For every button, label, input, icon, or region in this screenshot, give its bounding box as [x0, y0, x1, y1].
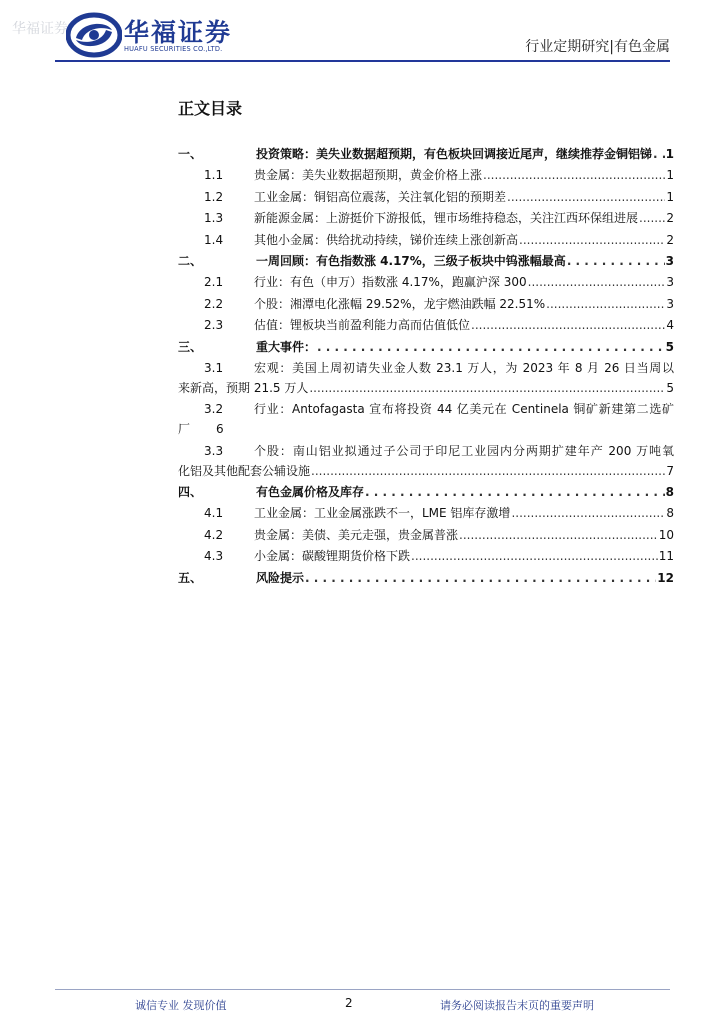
toc-entry-text: 重大事件：	[256, 339, 317, 354]
toc-entry-text: 贵金属：美债、美元走强，贵金属普涨	[254, 527, 459, 542]
toc-entry-page: 5	[665, 339, 674, 354]
report-category: 行业定期研究|有色金属	[525, 39, 670, 55]
toc-entry-page: 6	[216, 422, 224, 437]
toc-leader-dots	[507, 187, 665, 207]
toc-leader-dots	[511, 503, 665, 523]
footer-slogan: 诚信专业 发现价值	[135, 999, 227, 1012]
toc-entry-text: 行业：有色（申万）指数涨 4.17%，跑赢沪深 300	[254, 275, 527, 290]
toc-entry[interactable]	[178, 187, 674, 207]
toc-entry-number: 五、	[178, 570, 203, 585]
toc-entry-page: 5	[666, 380, 674, 395]
toc-entry[interactable]	[178, 399, 674, 439]
toc-entry-page: 7	[666, 463, 674, 478]
toc-entry[interactable]	[178, 165, 674, 185]
toc-entry-page: 2	[666, 211, 674, 226]
toc-leader-dots	[305, 568, 656, 588]
toc-entry[interactable]	[178, 525, 674, 545]
toc-leader-dots	[471, 315, 665, 335]
toc-entry[interactable]	[178, 272, 674, 292]
toc-entry-number: 2.1	[204, 275, 224, 290]
toc-leader-dots	[519, 230, 665, 250]
toc-entry-page: 2	[666, 232, 674, 247]
toc-leader-dots	[309, 378, 665, 398]
toc-entry[interactable]	[178, 503, 674, 523]
toc-entry-number: 1.4	[204, 232, 224, 247]
toc-entry-text: 其他小金属：供给扰动持续，锑价连续上涨创新高	[254, 232, 519, 247]
toc-entry-number: 4.1	[204, 506, 224, 521]
toc-entry-text: 宏观：美国上周初请失业金人数 23.1 万人，为 2023 年 8 月 26 日当周以	[254, 360, 674, 375]
toc-entry-page: 10	[658, 527, 674, 542]
page-number: 2	[345, 996, 353, 1010]
toc-entry-number: 3.3	[204, 443, 224, 458]
toc-entry-page: 3	[666, 275, 674, 290]
toc-entry-number: 3.2	[204, 402, 224, 417]
toc-entry-page: 12	[657, 570, 674, 585]
toc-entry-text: 小金属：碳酸锂期货价格下跌	[254, 549, 411, 564]
brand-logo	[66, 12, 246, 58]
toc-entry-text: 有色金属价格及库存	[256, 485, 365, 500]
toc-entry-page: 4	[666, 318, 674, 333]
toc-entry-text: 新能源金属：上游挺价下游报低，锂市场维持稳态，关注江西环保组进展	[254, 211, 639, 226]
toc-entry-text: 风险提示	[256, 570, 305, 585]
toc-entry-number: 4.2	[204, 527, 224, 542]
toc-entry[interactable]	[178, 546, 674, 566]
toc-leader-dots	[411, 546, 658, 566]
toc-entry-number: 2.2	[204, 296, 224, 311]
toc-entry-number: 二、	[178, 253, 203, 268]
toc-entry[interactable]	[178, 294, 674, 314]
toc-entry-text: 行业：Antofagasta 宣布将投资 44 亿美元在 Centinela 铜矿新建第二选矿	[254, 402, 674, 417]
toc-entry-text: 工业金属：铜铝高位震荡，关注氧化铝的预期差	[254, 189, 507, 204]
toc-entry[interactable]	[178, 208, 674, 228]
toc-entry[interactable]	[178, 441, 674, 481]
footer-disclaimer: 请务必阅读报告末页的重要声明	[440, 999, 594, 1012]
toc-entry-number: 2.3	[204, 318, 224, 333]
toc-entry-number: 1.2	[204, 189, 224, 204]
toc-entry-page: 1	[666, 189, 674, 204]
footer-divider	[55, 989, 670, 990]
toc-entry-number: 一、	[178, 147, 203, 161]
toc-leader-dots	[528, 272, 666, 292]
brand-swirl-icon	[66, 12, 122, 58]
brand-name-cn: 华福证券	[124, 18, 233, 47]
watermark: 华福证券	[12, 21, 68, 37]
toc-entry-number: 1.3	[204, 211, 224, 226]
toc-section[interactable]	[178, 144, 674, 164]
toc-entry-page: 8	[665, 485, 674, 500]
toc-entry-text: 投资策略：美失业数据超预期，有色板块回调接近尾声，继续推荐金铜铝锑	[256, 147, 653, 161]
toc-entry-text: 贵金属：美失业数据超预期，黄金价格上涨	[254, 168, 483, 183]
brand-name-en: HUAFU SECURITIES CO.,LTD.	[124, 45, 223, 53]
toc-entry-number: 三、	[178, 339, 203, 354]
toc-entry-text-cont: 厂	[178, 422, 191, 437]
toc-entry-number: 4.3	[204, 549, 224, 564]
toc-entry-text: 个股：南山铝业拟通过子公司于印尼工业园内分两期扩建年产 200 万吨氧	[254, 443, 674, 458]
toc-leader-dots	[653, 144, 665, 164]
toc-title: 正文目录	[178, 99, 243, 118]
toc-leader-dots	[317, 337, 665, 357]
toc-entry-text: 一周回顾：有色指数涨 4.17%，三级子板块中钨涨幅最高	[256, 253, 566, 268]
toc-leader-dots	[567, 251, 665, 271]
toc-entry-page: 8	[666, 506, 674, 521]
toc-entry-number: 四、	[178, 485, 203, 500]
toc-leader-dots	[365, 482, 665, 502]
toc-leader-dots	[459, 525, 658, 545]
toc-entry-text: 工业金属：工业金属涨跌不一，LME 铝库存激增	[254, 506, 511, 521]
toc-entry-page: 3	[665, 253, 674, 268]
toc-entry-number: 3.1	[204, 360, 224, 375]
toc-entry-page: 3	[666, 296, 674, 311]
toc-entry-page: 1	[665, 147, 674, 161]
toc-leader-dots	[639, 208, 665, 228]
toc-entry-text: 个股：湘潭电化涨幅 29.52%，龙宇燃油跌幅 22.51%	[254, 296, 546, 311]
toc-leader-dots	[311, 461, 665, 481]
toc-entry-text: 估值：锂板块当前盈利能力高而估值低位	[254, 318, 471, 333]
toc-entry-number: 1.1	[204, 168, 224, 183]
toc-section[interactable]	[178, 251, 674, 271]
toc-entry[interactable]	[178, 315, 674, 335]
toc-leader-dots	[483, 165, 665, 185]
toc-entry-text-cont: 来新高，预期 21.5 万人	[178, 380, 309, 395]
toc-entry[interactable]	[178, 358, 674, 398]
toc-entry-page: 1	[666, 168, 674, 183]
toc-section[interactable]	[178, 337, 674, 357]
toc-entry-page: 11	[658, 549, 674, 564]
toc-section[interactable]	[178, 568, 674, 588]
toc-leader-dots	[546, 294, 665, 314]
table-of-contents	[178, 144, 674, 589]
toc-entry-text-cont: 化铝及其他配套公辅设施	[178, 463, 311, 478]
toc-section[interactable]	[178, 482, 674, 502]
header-divider	[55, 60, 670, 62]
toc-entry[interactable]	[178, 230, 674, 250]
